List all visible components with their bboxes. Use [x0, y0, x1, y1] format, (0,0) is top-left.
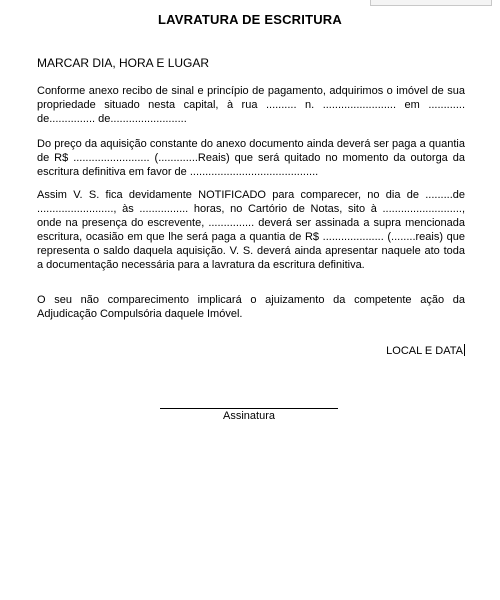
document-title: LAVRATURA DE ESCRITURA	[158, 12, 342, 27]
paragraph-payment-amount: Do preço da aquisição constante do anexo documento ainda deverá ser paga a quantia de R$ ......................... (.............Reais) que será quitado no momento da outorga da escritura definitiva em favor de ..........................................	[37, 138, 465, 178]
section-heading: MARCAR DIA, HORA E LUGAR	[37, 56, 210, 70]
text-cursor	[464, 344, 465, 356]
paragraph-notification: Assim V. S. fica devidamente NOTIFICADO para comparecer, no dia de .........de ........................., às ................ horas, no Cartório de Notas, sito à .........................., onde na presença do escrevente, ............... deverá ser assinada a supra mencionada escritura, ocasião em que lhe será paga a quantia de R$ .................... (........reais) que representa o saldo daquela aquisição. V. S. deverá ainda apresentar naquele ato toda a documentação necessária para a lavratura da escritura definitiva.	[37, 189, 465, 271]
place-date-text: LOCAL E DATA	[386, 345, 463, 357]
place-date-line[interactable]	[386, 344, 465, 357]
paragraph-purchase-receipt: Conforme anexo recibo de sinal e princípio de pagamento, adquirimos o imóvel de sua propriedade situado nesta capital, à rua .......... n. ........................ em ............ de............... de.........................	[37, 85, 465, 125]
paragraph-consequence: O seu não comparecimento implicará o ajuizamento da competente ação da Adjudicação Compulsória daquele Imóvel.	[37, 294, 465, 320]
signature-line	[160, 408, 338, 409]
signature-label: Assinatura	[223, 410, 275, 422]
top-corner-tab	[370, 0, 492, 6]
